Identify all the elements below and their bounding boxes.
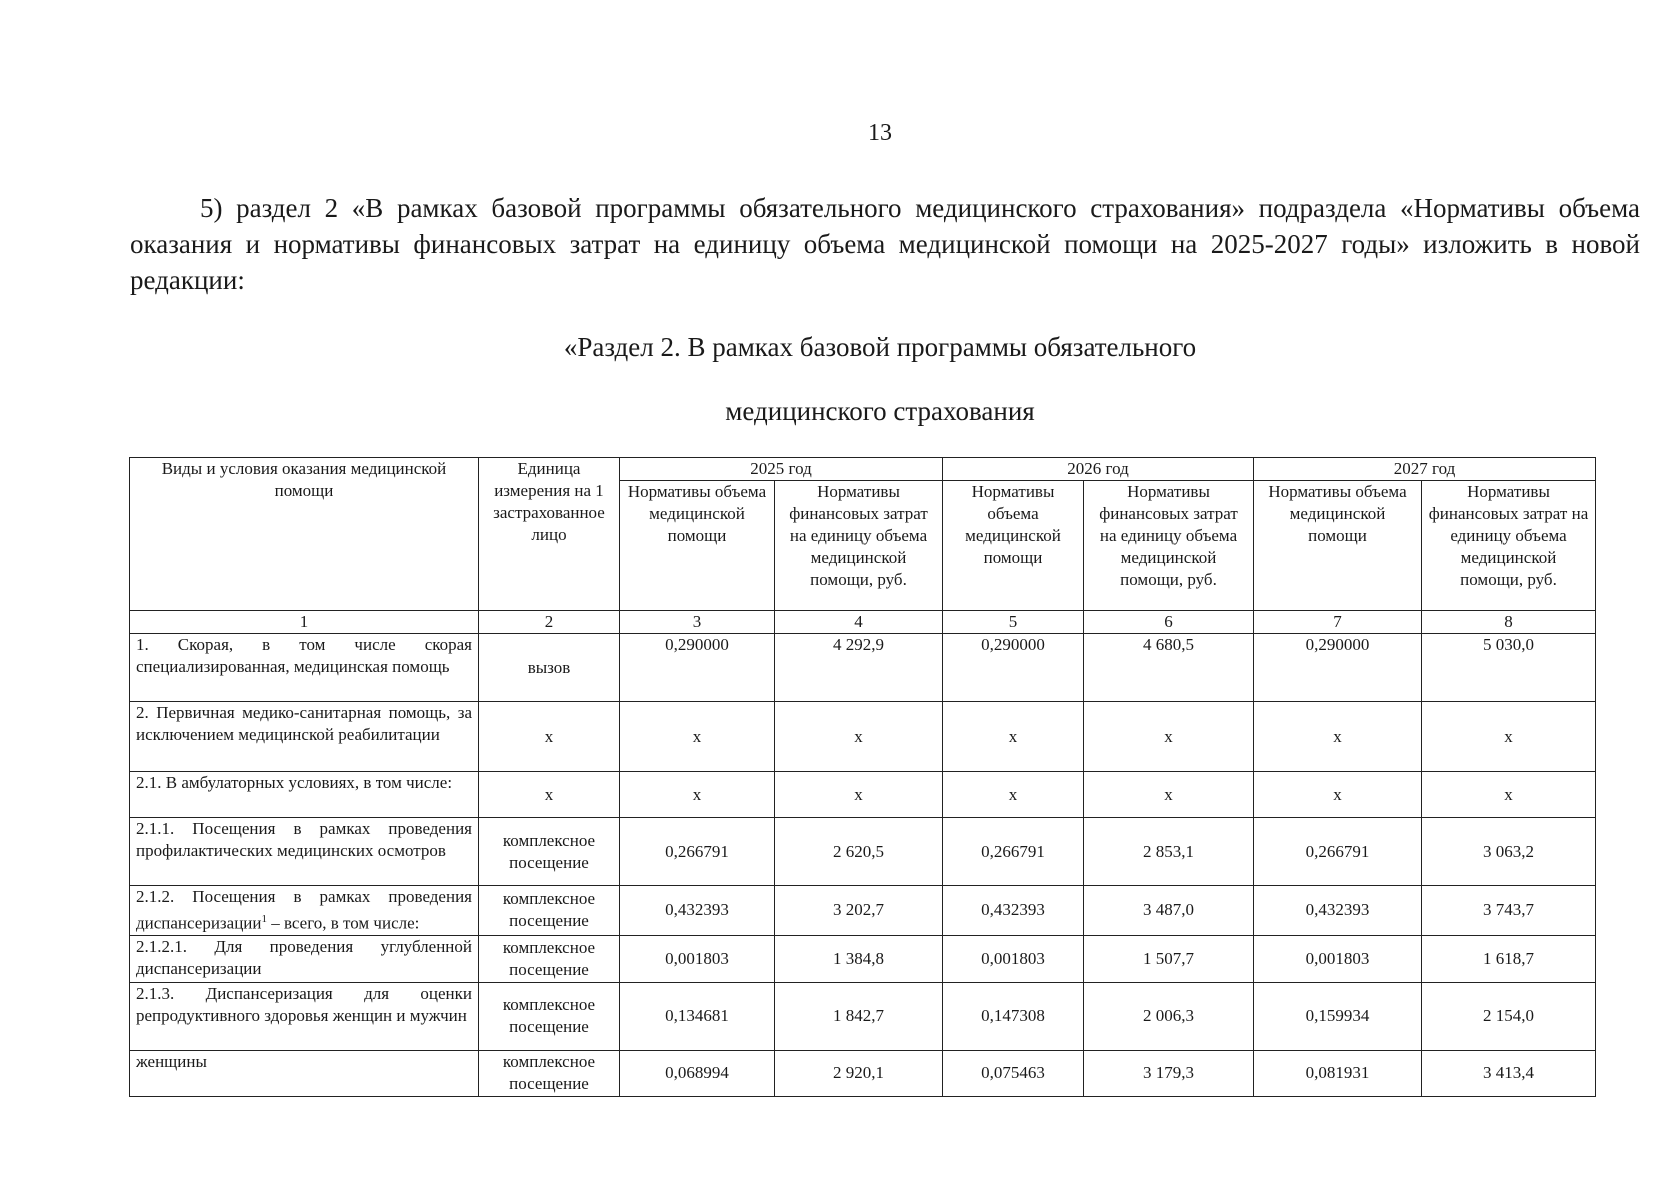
section-title-line2: медицинского страхования xyxy=(725,396,1035,426)
row-value: 0,134681 xyxy=(620,982,775,1050)
row-value: 0,290000 xyxy=(620,634,775,702)
row-name: 1. Скорая, в том числе скорая специализированная, медицинская помощь xyxy=(130,634,479,702)
row-value: 0,001803 xyxy=(620,935,775,982)
row-name: 2.1.2.1. Для проведения углубленной диспансеризации xyxy=(130,935,479,982)
row-value: 2 853,1 xyxy=(1084,818,1254,886)
row-value: х xyxy=(943,702,1084,772)
section-title-line1: «Раздел 2. В рамках базовой программы обязательного xyxy=(563,332,1197,362)
col-number: 6 xyxy=(1084,611,1254,634)
footnote-mark: 1 xyxy=(261,913,267,925)
table-row xyxy=(130,818,1596,886)
row-value: х xyxy=(1422,702,1596,772)
row-value: х xyxy=(620,772,775,818)
header-volume-2025: Нормативы объема медицинской помощи xyxy=(620,481,775,611)
table-row xyxy=(130,702,1596,772)
col-number: 8 xyxy=(1422,611,1596,634)
header-finance-2027: Нормативы финансовых затрат на единицу объема медицинской помощи, руб. xyxy=(1422,481,1596,611)
col-number: 7 xyxy=(1254,611,1422,634)
row-unit: комплексное посещение xyxy=(479,886,620,936)
table-row xyxy=(130,982,1596,1050)
header-year-2026: 2026 год xyxy=(943,458,1254,481)
row-value: 3 413,4 xyxy=(1422,1050,1596,1096)
row-value: 3 743,7 xyxy=(1422,886,1596,936)
table-row xyxy=(130,634,1596,702)
row-value: х xyxy=(1254,772,1422,818)
row-name: 2.1. В амбулаторных условиях, в том числе: xyxy=(130,772,479,818)
row-value: 2 920,1 xyxy=(775,1050,943,1096)
row-value: 4 292,9 xyxy=(775,634,943,702)
row-value: 2 154,0 xyxy=(1422,982,1596,1050)
row-value: х xyxy=(1254,702,1422,772)
row-value: 2 006,3 xyxy=(1084,982,1254,1050)
col-number: 4 xyxy=(775,611,943,634)
row-name-text-end: – всего, в том числе: xyxy=(266,913,420,933)
row-name: 2.1.1. Посещения в рамках проведения профилактических медицинских осмотров xyxy=(130,818,479,886)
row-value: 0,147308 xyxy=(943,982,1084,1050)
row-value: 3 202,7 xyxy=(775,886,943,936)
row-name-text: 2.1.2. Посещения в рамках проведения диспансеризации xyxy=(136,887,472,933)
row-value: 2 620,5 xyxy=(775,818,943,886)
row-value: 1 384,8 xyxy=(775,935,943,982)
col-number: 3 xyxy=(620,611,775,634)
column-numbers-row xyxy=(130,611,1596,634)
row-value: 0,290000 xyxy=(943,634,1084,702)
row-value: 0,266791 xyxy=(1254,818,1422,886)
row-value: 4 680,5 xyxy=(1084,634,1254,702)
row-value: 0,432393 xyxy=(1254,886,1422,936)
header-finance-2026: Нормативы финансовых затрат на единицу объема медицинской помощи, руб. xyxy=(1084,481,1254,611)
table-row xyxy=(130,1050,1596,1096)
row-value: 0,432393 xyxy=(943,886,1084,936)
row-unit: комплексное посещение xyxy=(479,818,620,886)
row-value: 0,266791 xyxy=(943,818,1084,886)
header-year-2025: 2025 год xyxy=(620,458,943,481)
row-value: 5 030,0 xyxy=(1422,634,1596,702)
table-row xyxy=(130,772,1596,818)
row-value: 0,075463 xyxy=(943,1050,1084,1096)
header-year-2027: 2027 год xyxy=(1254,458,1596,481)
row-value: 1 618,7 xyxy=(1422,935,1596,982)
row-value: 0,081931 xyxy=(1254,1050,1422,1096)
row-value: х xyxy=(620,702,775,772)
row-value: х xyxy=(775,702,943,772)
row-value: 0,068994 xyxy=(620,1050,775,1096)
row-unit: х xyxy=(479,702,620,772)
row-value: 0,432393 xyxy=(620,886,775,936)
row-name xyxy=(130,886,479,936)
row-value: х xyxy=(1084,702,1254,772)
row-unit: комплексное посещение xyxy=(479,982,620,1050)
row-value: 3 179,3 xyxy=(1084,1050,1254,1096)
row-value: 0,159934 xyxy=(1254,982,1422,1050)
row-value: 0,290000 xyxy=(1254,634,1422,702)
row-value: 0,001803 xyxy=(943,935,1084,982)
header-unit: Единица измерения на 1 застрахованное лицо xyxy=(479,458,620,611)
row-value: 3 487,0 xyxy=(1084,886,1254,936)
norms-table xyxy=(129,457,1596,1097)
row-value: 1 842,7 xyxy=(775,982,943,1050)
row-name: 2. Первичная медико-санитарная помощь, за исключением медицинской реабилитации xyxy=(130,702,479,772)
row-name: 2.1.3. Диспансеризация для оценки репродуктивного здоровья женщин и мужчин xyxy=(130,982,479,1050)
row-value: 3 063,2 xyxy=(1422,818,1596,886)
row-unit: комплексное посещение xyxy=(479,935,620,982)
header-finance-2025: Нормативы финансовых затрат на единицу объема медицинской помощи, руб. xyxy=(775,481,943,611)
row-name: женщины xyxy=(130,1050,479,1096)
row-value: х xyxy=(775,772,943,818)
col-number: 2 xyxy=(479,611,620,634)
header-volume-2027: Нормативы объема медицинской помощи xyxy=(1254,481,1422,611)
page-number: 13 xyxy=(868,120,892,146)
header-kinds: Виды и условия оказания медицинской помощи xyxy=(130,458,479,611)
table-row xyxy=(130,886,1596,936)
row-unit: х xyxy=(479,772,620,818)
col-number: 5 xyxy=(943,611,1084,634)
row-value: х xyxy=(1422,772,1596,818)
row-unit: комплексное посещение xyxy=(479,1050,620,1096)
header-volume-2026: Нормативы объема медицинской помощи xyxy=(943,481,1084,611)
col-number: 1 xyxy=(130,611,479,634)
row-value: х xyxy=(943,772,1084,818)
table-row xyxy=(130,935,1596,982)
row-value: 0,001803 xyxy=(1254,935,1422,982)
row-unit: вызов xyxy=(479,634,620,702)
row-value: х xyxy=(1084,772,1254,818)
row-value: 0,266791 xyxy=(620,818,775,886)
row-value: 1 507,7 xyxy=(1084,935,1254,982)
intro-paragraph: 5) раздел 2 «В рамках базовой программы обязательного медицинского страхования» подраздела «Нормативы объема оказания и нормативы финансовых затрат на единицу объема медицинской помощи на 2025-2027 годы» изложить в новой редакции: xyxy=(130,193,1640,295)
